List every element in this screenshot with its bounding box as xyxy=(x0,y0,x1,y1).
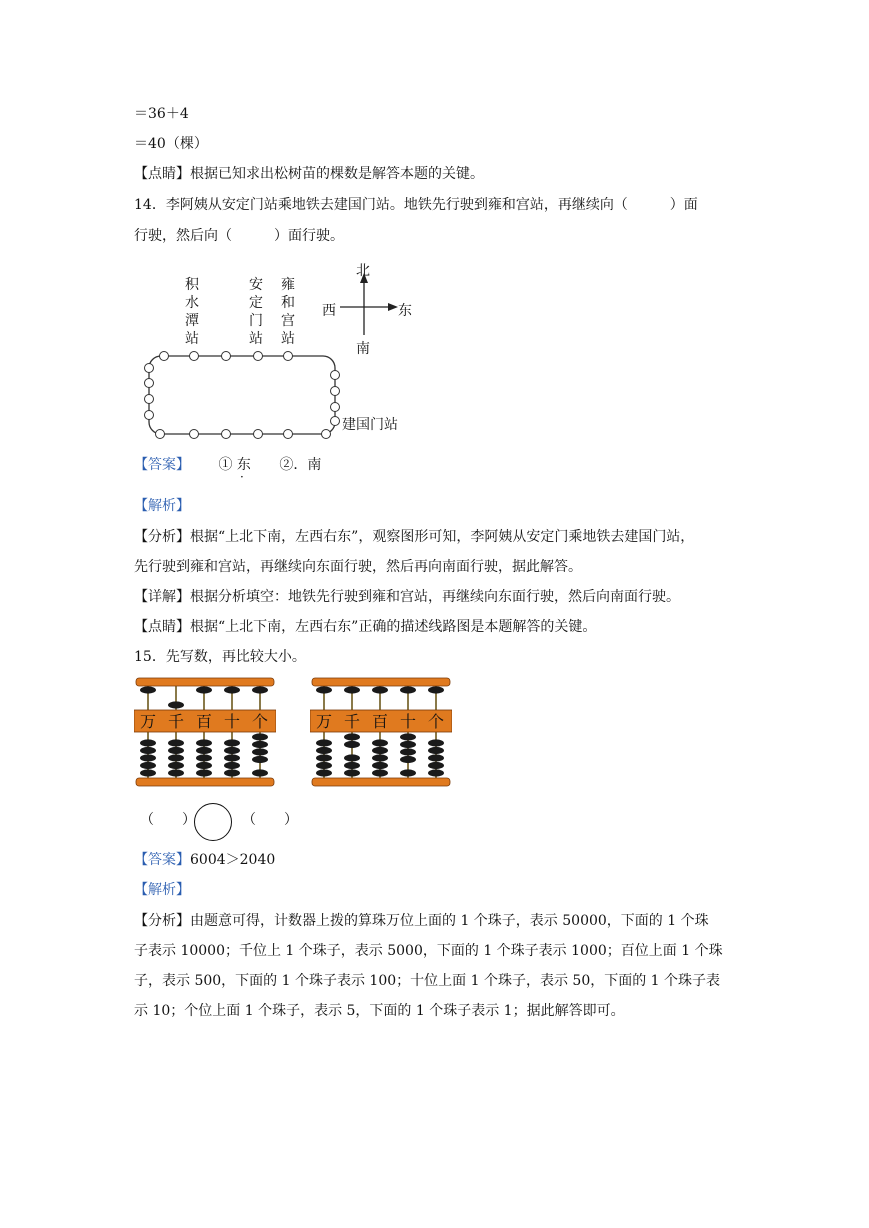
abacus-bead xyxy=(196,739,212,746)
abacus-place-label: 十 xyxy=(223,712,241,731)
answer-1 xyxy=(218,457,250,473)
answer-14 xyxy=(134,455,321,475)
abacus-place-label: 千 xyxy=(167,712,185,731)
abacus-bead xyxy=(196,762,212,769)
text: 根据已知求出松树苗的棵数是解答本题的关键。 xyxy=(190,166,484,182)
jiexi-15: 【解析】 xyxy=(134,882,190,898)
char: 积 xyxy=(185,277,199,293)
abacus-bead xyxy=(140,739,156,746)
station-dot xyxy=(222,352,231,361)
abacus-bead xyxy=(196,769,212,776)
abacus-bead xyxy=(400,733,416,740)
answer-15 xyxy=(134,850,275,870)
station-dot xyxy=(190,430,199,439)
compass-north-label: 北 xyxy=(356,263,370,279)
char: 站 xyxy=(249,331,263,347)
compass-west-label: 西 xyxy=(322,303,336,319)
station-dot xyxy=(222,430,231,439)
station-yonghegong xyxy=(280,276,296,348)
abacus-frame-bottom xyxy=(136,778,274,786)
xiangjie-14 xyxy=(134,587,680,607)
station-dot xyxy=(284,430,293,439)
abacus-bead xyxy=(428,747,444,754)
station-dot xyxy=(284,352,293,361)
tag: 【详解】 xyxy=(134,589,190,605)
abacus-bead xyxy=(400,756,416,763)
abacus-bead xyxy=(168,769,184,776)
station-dot xyxy=(254,352,263,361)
abacus-bead xyxy=(196,754,212,761)
abacus-bead xyxy=(168,754,184,761)
tag: 【分析】 xyxy=(134,529,190,545)
emphasis-dot: · xyxy=(240,470,244,484)
char: 雍 xyxy=(281,277,295,293)
abacus-bead xyxy=(344,733,360,740)
station-dot xyxy=(190,352,199,361)
abacus-bead xyxy=(168,739,184,746)
compare-row xyxy=(140,810,196,830)
abacus-bead xyxy=(224,747,240,754)
abacus-bead xyxy=(344,754,360,761)
abacus-bead xyxy=(252,769,268,776)
char: 宫 xyxy=(281,313,295,329)
abacus-bead xyxy=(316,686,332,693)
fenxi-15-line-1 xyxy=(134,911,709,931)
abacus-frame-top xyxy=(136,678,274,686)
abacus-bead xyxy=(400,686,416,693)
compare-left-blank: （ ） xyxy=(140,812,196,828)
abacus-bead xyxy=(140,747,156,754)
answer-tag: 【答案】 xyxy=(134,457,190,473)
station-dot xyxy=(145,364,154,373)
compass-east-label: 东 xyxy=(398,303,412,319)
abacus-bead xyxy=(168,762,184,769)
abacus-bead xyxy=(400,748,416,755)
compare-right-blank: （ ） xyxy=(242,812,298,828)
subway-loop xyxy=(149,356,335,434)
abacus-bead xyxy=(344,741,360,748)
station-dot xyxy=(145,395,154,404)
abacus-bead xyxy=(400,769,416,776)
station-jishuitan xyxy=(184,276,200,348)
dianjing-14 xyxy=(134,617,596,637)
abacus-bead xyxy=(372,686,388,693)
compass-south-label: 南 xyxy=(356,341,370,357)
east-arrow-icon xyxy=(388,303,398,311)
answer-text: 6004＞2040 xyxy=(190,852,276,868)
dianjing-13 xyxy=(134,164,484,184)
char: 潭 xyxy=(185,313,199,329)
calc-line-1: ＝36＋4 xyxy=(134,106,189,122)
abacus-bead xyxy=(372,769,388,776)
station-dot xyxy=(331,371,340,380)
abacus-place-label: 个 xyxy=(427,712,445,731)
text: 由题意可得，计数器上拨的算珠万位上面的 1 个珠子，表示 50000，下面的 1 个珠 xyxy=(190,913,709,929)
abacus-bead xyxy=(224,762,240,769)
tag: 【分析】 xyxy=(134,913,190,929)
abacus-bead xyxy=(344,769,360,776)
compare-circle xyxy=(194,803,232,841)
question-15: 15．先写数，再比较大小。 xyxy=(134,649,306,665)
calc-line-2: ＝40（棵） xyxy=(134,136,208,152)
tag: 【点睛】 xyxy=(134,166,190,182)
station-dot xyxy=(331,403,340,412)
abacus-bead xyxy=(372,762,388,769)
jiexi-14: 【解析】 xyxy=(134,498,190,514)
char: 定 xyxy=(249,295,263,311)
abacus-bead xyxy=(428,769,444,776)
abacus-bead xyxy=(316,747,332,754)
abacus-left xyxy=(134,676,276,788)
char: 站 xyxy=(281,331,295,347)
abacus-bead xyxy=(168,747,184,754)
station-dot xyxy=(145,379,154,388)
tag: 【点睛】 xyxy=(134,619,190,635)
abacus-bead xyxy=(224,754,240,761)
station-dot xyxy=(156,430,165,439)
abacus-bead xyxy=(316,762,332,769)
text: 根据“上北下南，左西右东”正确的描述线路图是本题解答的关键。 xyxy=(190,619,597,635)
abacus-bead xyxy=(196,747,212,754)
abacus-place-label: 千 xyxy=(343,712,361,731)
char: 水 xyxy=(185,295,199,311)
abacus-bead xyxy=(252,741,268,748)
abacus-place-label: 万 xyxy=(139,712,157,731)
abacus-bead xyxy=(400,741,416,748)
abacus-frame-top xyxy=(312,678,450,686)
char: 门 xyxy=(249,313,263,329)
compare-right xyxy=(242,810,298,830)
answer-tag: 【答案】 xyxy=(134,852,190,868)
char: 安 xyxy=(249,277,263,293)
abacus-bead xyxy=(428,686,444,693)
abacus-place-label: 百 xyxy=(195,712,213,731)
abacus-bead xyxy=(316,739,332,746)
abacus-place-label: 十 xyxy=(399,712,417,731)
abacus-bead xyxy=(252,686,268,693)
station-andingmen xyxy=(248,276,264,348)
abacus-bead xyxy=(252,756,268,763)
abacus-bead xyxy=(372,747,388,754)
abacus-bead xyxy=(140,754,156,761)
abacus-place-label: 个 xyxy=(251,712,269,731)
answer-1-text: ① 东 xyxy=(218,457,251,473)
abacus-bead xyxy=(428,739,444,746)
abacus-place-label: 百 xyxy=(371,712,389,731)
fenxi-15-line-3: 子，表示 500，下面的 1 个珠子表示 100；十位上面 1 个珠子，表示 50，下面的 1 个珠子表 xyxy=(134,973,721,989)
abacus-bead xyxy=(372,739,388,746)
abacus-bead xyxy=(316,769,332,776)
abacus-bead xyxy=(196,686,212,693)
abacus-bead xyxy=(252,748,268,755)
char: 和 xyxy=(281,295,295,311)
text: 根据“上北下南，左西右东”，观察图形可知，李阿姨从安定门乘地铁去建国门站， xyxy=(190,529,695,545)
abacus-bead xyxy=(224,686,240,693)
abacus-frame-bottom xyxy=(312,778,450,786)
abacus-bead xyxy=(224,769,240,776)
abacus-bead xyxy=(168,701,184,708)
fenxi-14-line-1 xyxy=(134,527,694,547)
fenxi-14-line-2: 先行驶到雍和宫站，再继续向东面行驶，然后再向南面行驶，据此解答。 xyxy=(134,559,582,575)
station-dot xyxy=(331,417,340,426)
abacus-bead xyxy=(140,686,156,693)
abacus-right xyxy=(310,676,452,788)
abacus-bead xyxy=(316,754,332,761)
station-jianguomen: 建国门站 xyxy=(342,417,398,433)
abacus-bead xyxy=(428,754,444,761)
char: 站 xyxy=(185,331,199,347)
abacus-bead xyxy=(344,686,360,693)
abacus-bead xyxy=(252,733,268,740)
station-dot xyxy=(145,411,154,420)
question-14-line-1: 14．李阿姨从安定门站乘地铁去建国门站。地铁先行驶到雍和宫站，再继续向（ ）面 xyxy=(134,197,698,213)
fenxi-15-line-4: 示 10；个位上面 1 个珠子，表示 5，下面的 1 个珠子表示 1；据此解答即可。 xyxy=(134,1003,625,1019)
abacus-place-label: 万 xyxy=(315,712,333,731)
station-dot xyxy=(160,352,169,361)
abacus-bead xyxy=(372,754,388,761)
station-dot xyxy=(322,430,331,439)
text: 根据分析填空：地铁先行驶到雍和宫站，再继续向东面行驶，然后向南面行驶。 xyxy=(190,589,680,605)
question-14-line-2: 行驶，然后向（ ）面行驶。 xyxy=(134,228,344,244)
fenxi-15-line-2: 子表示 10000；千位上 1 个珠子，表示 5000，下面的 1 个珠子表示 1000；百位上面 1 个珠 xyxy=(134,943,723,959)
answer-2: ②．南 xyxy=(279,457,322,473)
station-dot xyxy=(254,430,263,439)
abacus-bead xyxy=(140,769,156,776)
abacus-bead xyxy=(140,762,156,769)
abacus-bead xyxy=(344,762,360,769)
abacus-bead xyxy=(428,762,444,769)
abacus-bead xyxy=(224,739,240,746)
station-dot xyxy=(331,387,340,396)
